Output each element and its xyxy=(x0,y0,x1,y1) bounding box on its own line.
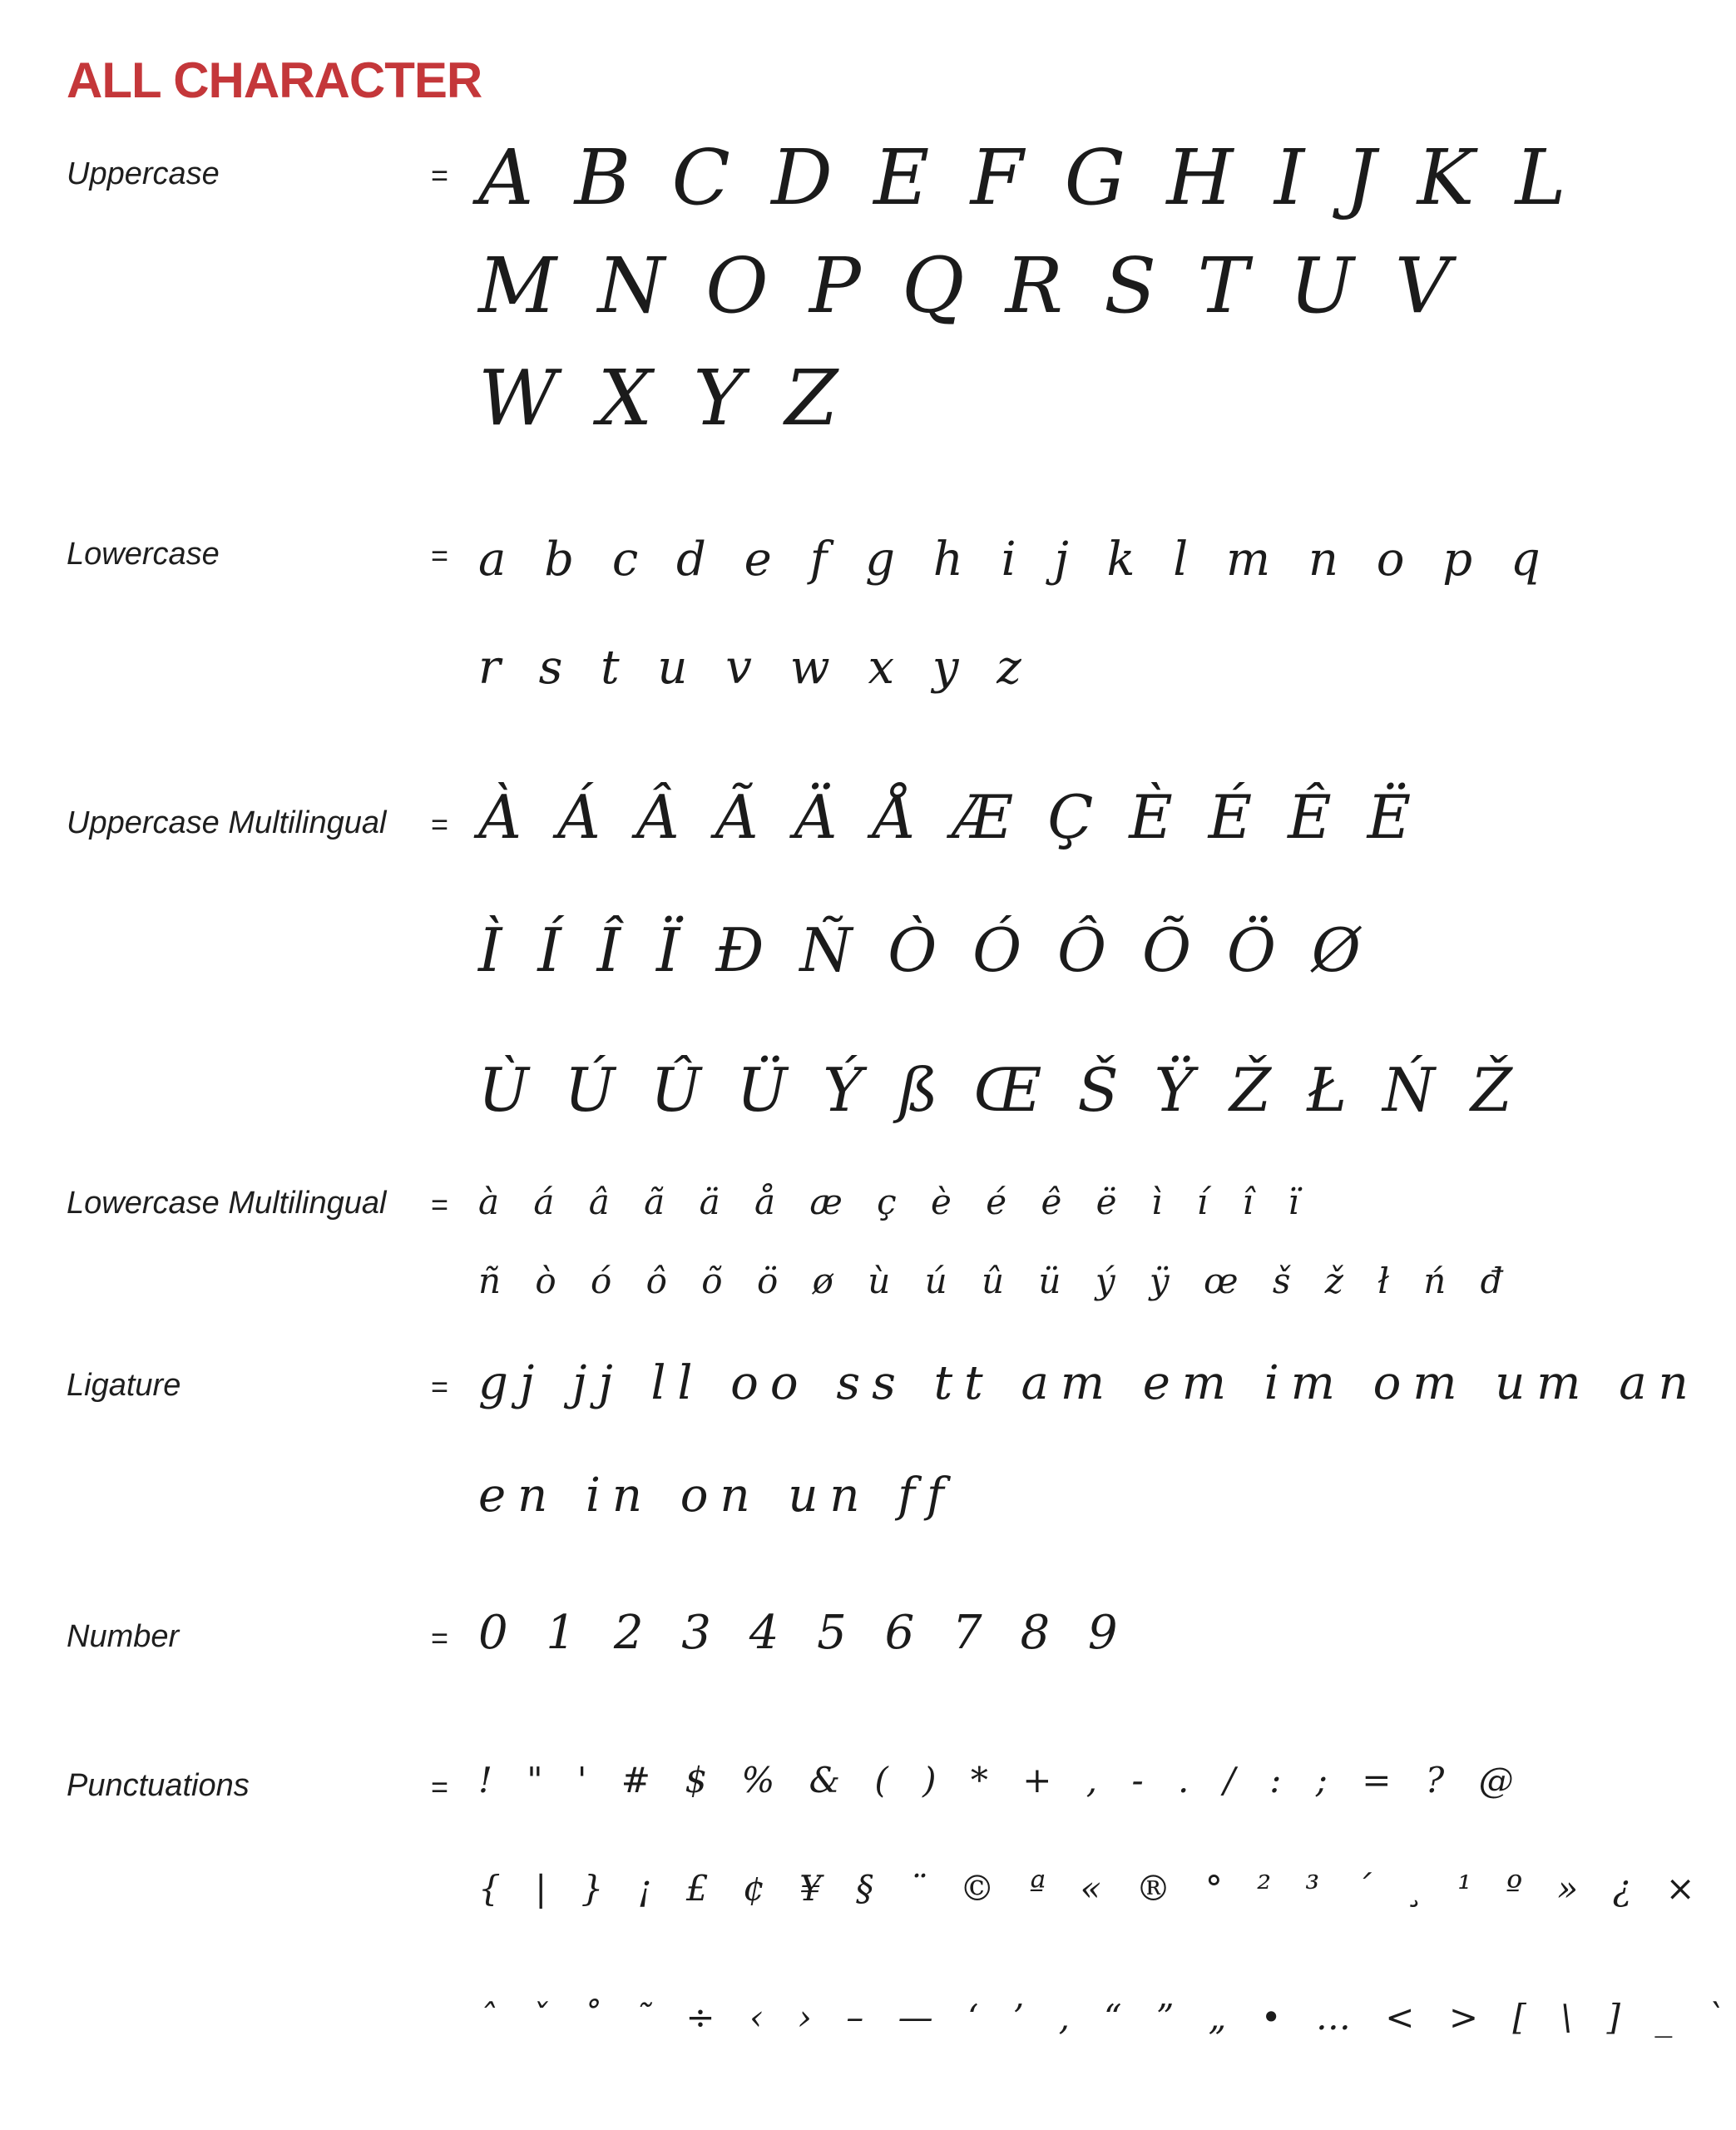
glyph-line-ligature-2: en in on un ff xyxy=(478,1469,956,1523)
equals-sign: = xyxy=(431,538,449,572)
glyph-line-lowercase-2: r s t u v w x y z xyxy=(478,641,1033,695)
glyph-line-punctuations-3: ˆ ˇ ˚ ˜ ÷ ‹ › – — ‘ ’ ‚ “ ” „ • … < > [ \ ] _ ` xyxy=(478,1997,1736,2038)
equals-sign: = xyxy=(431,1770,449,1804)
glyph-line-uppercase-multilingual-2: Ì Í Î Ï Ð Ñ Ò Ó Ô Õ Ö Ø xyxy=(478,915,1369,985)
glyph-line-lowercase-multilingual-2: ñ ò ó ô õ ö ø ù ú û ü ý ÿ œ š ž ł ń đ xyxy=(478,1261,1515,1301)
section-label-punctuations: Punctuations xyxy=(67,1768,250,1803)
section-label-number: Number xyxy=(67,1619,180,1654)
equals-sign: = xyxy=(431,807,449,841)
glyph-line-punctuations-1: ! " ' # $ % & ( ) * + , - . / : ; = ? @ xyxy=(478,1760,1526,1801)
glyph-line-lowercase-multilingual-1: à á â ã ä å æ ç è é ê ë ì í î ï xyxy=(478,1181,1311,1222)
glyph-line-punctuations-2: { | } ¡ £ ¢ ¥ § ¨ © ª « ® ° ² ³ ´ ¸ ¹ º » ¿ × xyxy=(478,1868,1707,1909)
section-label-lowercase: Lowercase xyxy=(67,537,220,572)
glyph-line-uppercase-3: W X Y Z xyxy=(478,354,847,443)
section-label-uppercase: Uppercase xyxy=(67,156,220,191)
section-label-ligature: Ligature xyxy=(67,1368,181,1403)
glyph-line-uppercase-multilingual-1: À Á Â Ã Ä Å Æ Ç È É Ê Ë xyxy=(478,782,1420,852)
section-label-uppercase-multilingual: Uppercase Multilingual xyxy=(67,805,387,840)
equals-sign: = xyxy=(431,1370,449,1404)
glyph-line-uppercase-2: M N O P Q R S T U V xyxy=(478,241,1459,330)
equals-sign: = xyxy=(431,1187,449,1221)
glyph-line-lowercase-1: a b c d e f g h i j k l m n o p q xyxy=(478,532,1552,587)
glyph-line-ligature-1: gj jj ll oo ss tt am em im om um an xyxy=(478,1356,1700,1410)
glyph-line-uppercase-1: A B C D E F G H I J K L xyxy=(478,133,1575,222)
glyph-line-numbers: 0 1 2 3 4 5 6 7 8 9 xyxy=(478,1606,1130,1660)
equals-sign: = xyxy=(431,158,449,192)
glyph-line-uppercase-multilingual-3: Ù Ú Û Ü Ý ß Œ Š Ÿ Ž Ł Ń Ž xyxy=(478,1055,1521,1125)
section-label-lowercase-multilingual: Lowercase Multilingual xyxy=(67,1186,387,1221)
equals-sign: = xyxy=(431,1621,449,1655)
page-title: ALL CHARACTER xyxy=(67,52,482,108)
